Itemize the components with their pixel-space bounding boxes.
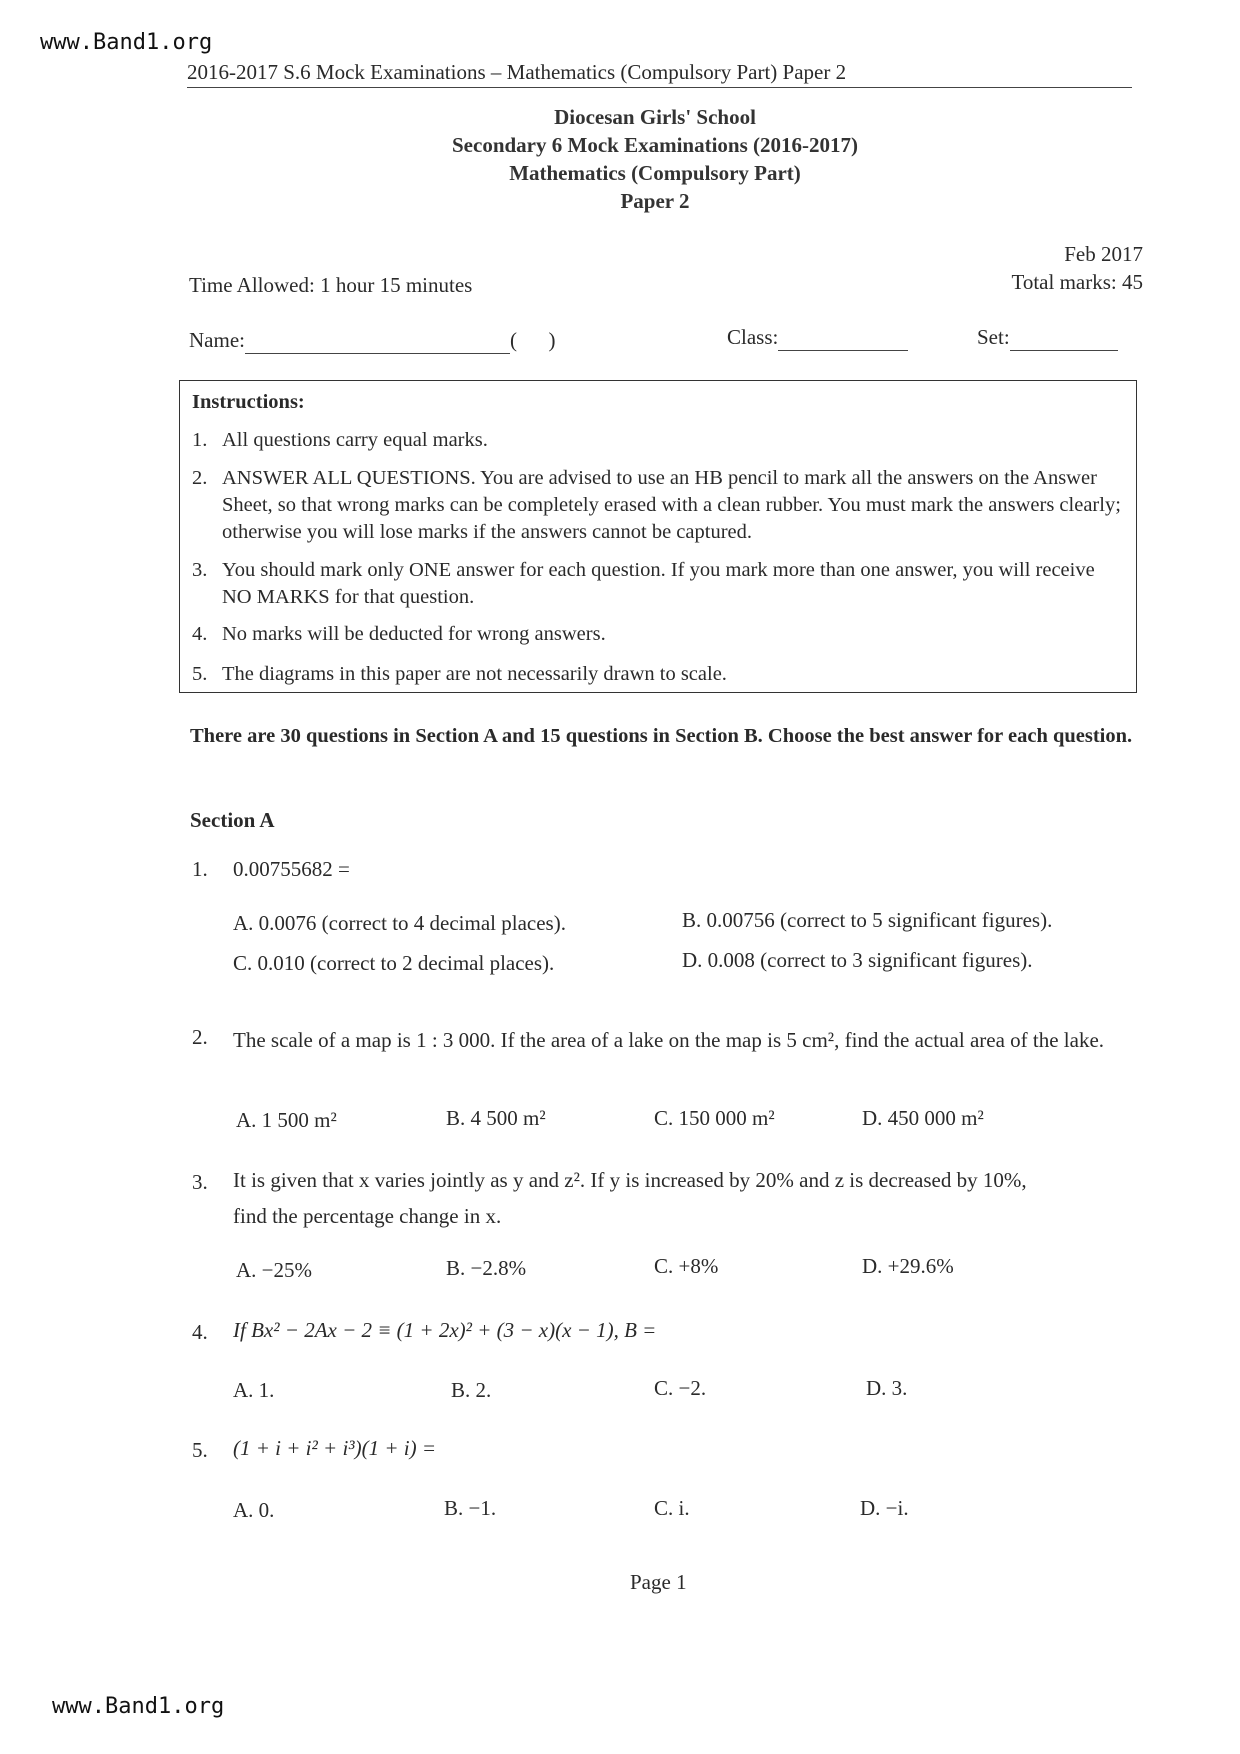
question-text-line-2: find the percentage change in x.: [233, 1204, 502, 1228]
option-d: D. 3.: [866, 1376, 908, 1400]
exam-date: Feb 2017: [1064, 242, 1143, 266]
name-label: Name:: [189, 328, 245, 352]
option-d: D. 450 000 m²: [862, 1106, 984, 1130]
option-a: A. 0.0076 (correct to 4 decimal places).: [233, 911, 566, 935]
option-a: A. 1 500 m²: [236, 1108, 337, 1132]
instruction-num: 2.: [192, 467, 208, 489]
instruction-text: ANSWER ALL QUESTIONS. You are advised to use an HB pencil to mark all the answers on the Answer Sheet, so that wrong marks can be completely erased with a clean rubber. You must mark the answers clearly; otherwise you will lose marks if the answers cannot be captured.: [222, 467, 1121, 543]
option-c: C. 0.010 (correct to 2 decimal places).: [233, 951, 555, 975]
section-heading: Section A: [190, 808, 275, 832]
option-b: B. 0.00756 (correct to 5 significant figures).: [682, 908, 1053, 932]
class-label: Class:: [727, 325, 779, 349]
question-formula: (1 + i + i² + i³)(1 + i) =: [233, 1436, 437, 1460]
instruction-num: 4.: [192, 623, 208, 645]
set-label: Set:: [977, 325, 1010, 349]
instruction-text: No marks will be deducted for wrong answers.: [222, 623, 606, 645]
name-field[interactable]: [189, 328, 555, 354]
option-d: D. +29.6%: [862, 1254, 954, 1278]
paper-title: Paper 2: [620, 189, 690, 213]
instruction-num: 1.: [192, 429, 208, 451]
instruction-text: The diagrams in this paper are not necessarily drawn to scale.: [222, 663, 727, 685]
running-header: 2016-2017 S.6 Mock Examinations – Mathematics (Compulsory Part) Paper 2: [187, 60, 1132, 88]
option-c: C. +8%: [654, 1254, 719, 1278]
question-number: 4.: [192, 1320, 208, 1344]
watermark-top: www.Band1.org: [40, 30, 213, 55]
option-b: B. −1.: [444, 1496, 497, 1520]
option-a: A. 1.: [233, 1378, 275, 1402]
option-c: C. 150 000 m²: [654, 1106, 775, 1130]
class-field[interactable]: [727, 325, 908, 351]
option-d: D. 0.008 (correct to 3 significant figures).: [682, 948, 1033, 972]
total-marks: Total marks: 45: [1011, 270, 1143, 294]
option-c: C. −2.: [654, 1376, 707, 1400]
watermark-bottom: www.Band1.org: [52, 1694, 225, 1719]
question-text: The scale of a map is 1 : 3 000. If the area of a lake on the map is 5 cm², find the actual area of the lake.: [233, 1028, 1105, 1052]
instructions-box: [179, 380, 1137, 693]
exam-title: Secondary 6 Mock Examinations (2016-2017): [452, 133, 858, 157]
instruction-text: All questions carry equal marks.: [222, 429, 488, 451]
question-formula: If Bx² − 2Ax − 2 ≡ (1 + 2x)² + (3 − x)(x − 1), B =: [233, 1318, 657, 1342]
question-number: 2.: [192, 1025, 208, 1049]
option-b: B. 4 500 m²: [446, 1106, 546, 1130]
instruction-text: You should mark only ONE answer for each question. If you mark more than one answer, you will receive NO MARKS for that question.: [222, 559, 1095, 608]
section-intro: There are 30 questions in Section A and 15 questions in Section B. Choose the best answer for each question.: [190, 725, 1133, 747]
subject-title: Mathematics (Compulsory Part): [509, 161, 801, 185]
school-name: Diocesan Girls' School: [554, 105, 756, 129]
option-b: B. 2.: [451, 1378, 492, 1402]
option-a: A. −25%: [236, 1258, 313, 1282]
question-number: 3.: [192, 1170, 208, 1194]
instruction-num: 5.: [192, 663, 208, 685]
option-b: B. −2.8%: [446, 1256, 527, 1280]
question-text: 0.00755682 =: [233, 857, 350, 881]
class-number-paren: ( ): [509, 328, 556, 352]
question-text-line-1: It is given that x varies jointly as y and z². If y is increased by 20% and z is decreased by 10%,: [233, 1168, 1027, 1192]
option-a: A. 0.: [233, 1498, 275, 1522]
instructions-heading: Instructions:: [192, 391, 305, 413]
time-allowed: Time Allowed: 1 hour 15 minutes: [189, 273, 473, 297]
question-number: 1.: [192, 857, 208, 881]
option-d: D. −i.: [860, 1496, 909, 1520]
option-c: C. i.: [654, 1496, 690, 1520]
set-field[interactable]: [977, 325, 1118, 351]
instruction-num: 3.: [192, 559, 208, 581]
question-number: 5.: [192, 1438, 208, 1462]
page-number: Page 1: [630, 1570, 687, 1594]
